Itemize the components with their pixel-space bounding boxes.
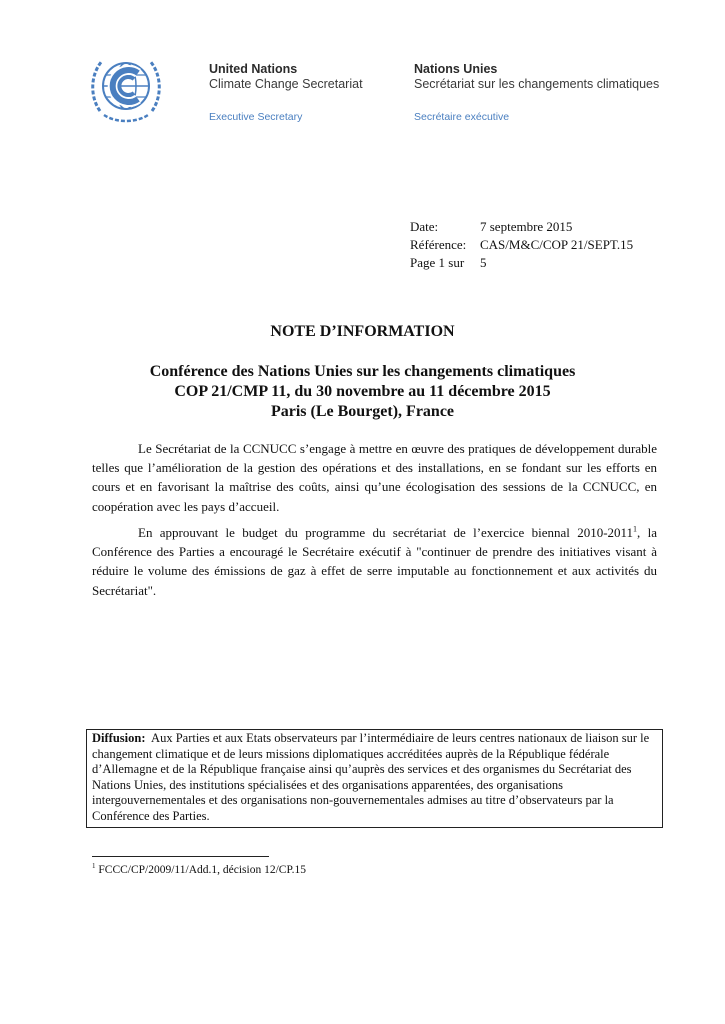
- paragraph-1: Le Secrétariat de la CCNUCC s’engage à mettre en œuvre des pratiques de développement durable telles que l’amélioration de la gestion des opérations et des installations, en se fondant sur les efforts en cours et en favorisant la maîtrise des coûts, ainsi qu’une écologisation des sessions de la CCNUCC, en coopération avec les pays d’accueil.: [92, 441, 657, 514]
- office-en: Executive Secretary: [209, 111, 303, 123]
- conference-title-line-1: Conférence des Nations Unies sur les changements climatiques: [149, 363, 576, 380]
- document-title: NOTE D’INFORMATION: [270, 323, 455, 340]
- footnote-text: FCCC/CP/2009/11/Add.1, décision 12/CP.15: [98, 864, 306, 876]
- page-label: Page 1 sur: [410, 255, 465, 270]
- document-meta: [410, 218, 633, 272]
- paragraph-2-part-a: En approuvant le budget du programme du secrétariat de l’exercice biennal 2010-2011: [138, 525, 634, 540]
- footnote-number: 1: [92, 862, 96, 871]
- reference-label: Référence:: [410, 237, 467, 252]
- reference-row: [410, 236, 633, 254]
- conference-title-line-2: COP 21/CMP 11, du 30 novembre au 11 décembre 2015: [174, 383, 551, 400]
- unfccc-logo: [88, 49, 164, 125]
- date-row: [410, 218, 633, 236]
- distribution-text: Aux Parties et aux Etats observateurs par l’intermédiaire de leurs centres nationaux de liaison sur le changement climatique et de leurs missions diplomatiques accréditées auprès de la République fédérale d’Allemagne et de la République française ainsi qu’auprès des services et des organismes du Secrétariat des Nations Unies, des institutions spécialisées et des organisations apparentées, des organisations intergouvernementales et des organisations non-gouvernementales admises au titre d’observateurs par la Conférence des Parties.: [92, 731, 650, 823]
- footnote-reference: 1: [633, 524, 638, 534]
- org-name-en: United Nations: [209, 62, 298, 76]
- page-total: 5: [480, 255, 487, 270]
- conference-title: [0, 362, 725, 422]
- date-label: Date:: [410, 219, 439, 234]
- page-row: [410, 254, 633, 272]
- paragraph-2: [92, 523, 657, 600]
- paragraph-2-part-b: , la Conférence des Parties a encouragé le Secrétaire exécutif à "continuer de prendre des initiatives visant à réduire le volume des émissions de gaz à effet de serre imputable au fonctionnement et aux activités du Secrétariat".: [92, 525, 657, 598]
- conference-title-line-3: Paris (Le Bourget), France: [270, 403, 455, 420]
- secretariat-name-en: Climate Change Secretariat: [209, 77, 363, 91]
- secretariat-name-fr: Secrétariat sur les changements climatiques: [414, 77, 660, 91]
- header-fr: [414, 62, 659, 92]
- distribution-label: Diffusion:: [92, 731, 146, 745]
- footnote-separator: [92, 856, 269, 857]
- org-name-fr: Nations Unies: [414, 62, 498, 76]
- date-value: 7 septembre 2015: [480, 219, 573, 234]
- distribution-box: [86, 729, 663, 828]
- office-fr: Secrétaire exécutive: [414, 111, 510, 123]
- reference-value: CAS/M&C/COP 21/SEPT.15: [480, 237, 634, 252]
- header-en: [209, 62, 363, 92]
- footnote: [92, 864, 306, 876]
